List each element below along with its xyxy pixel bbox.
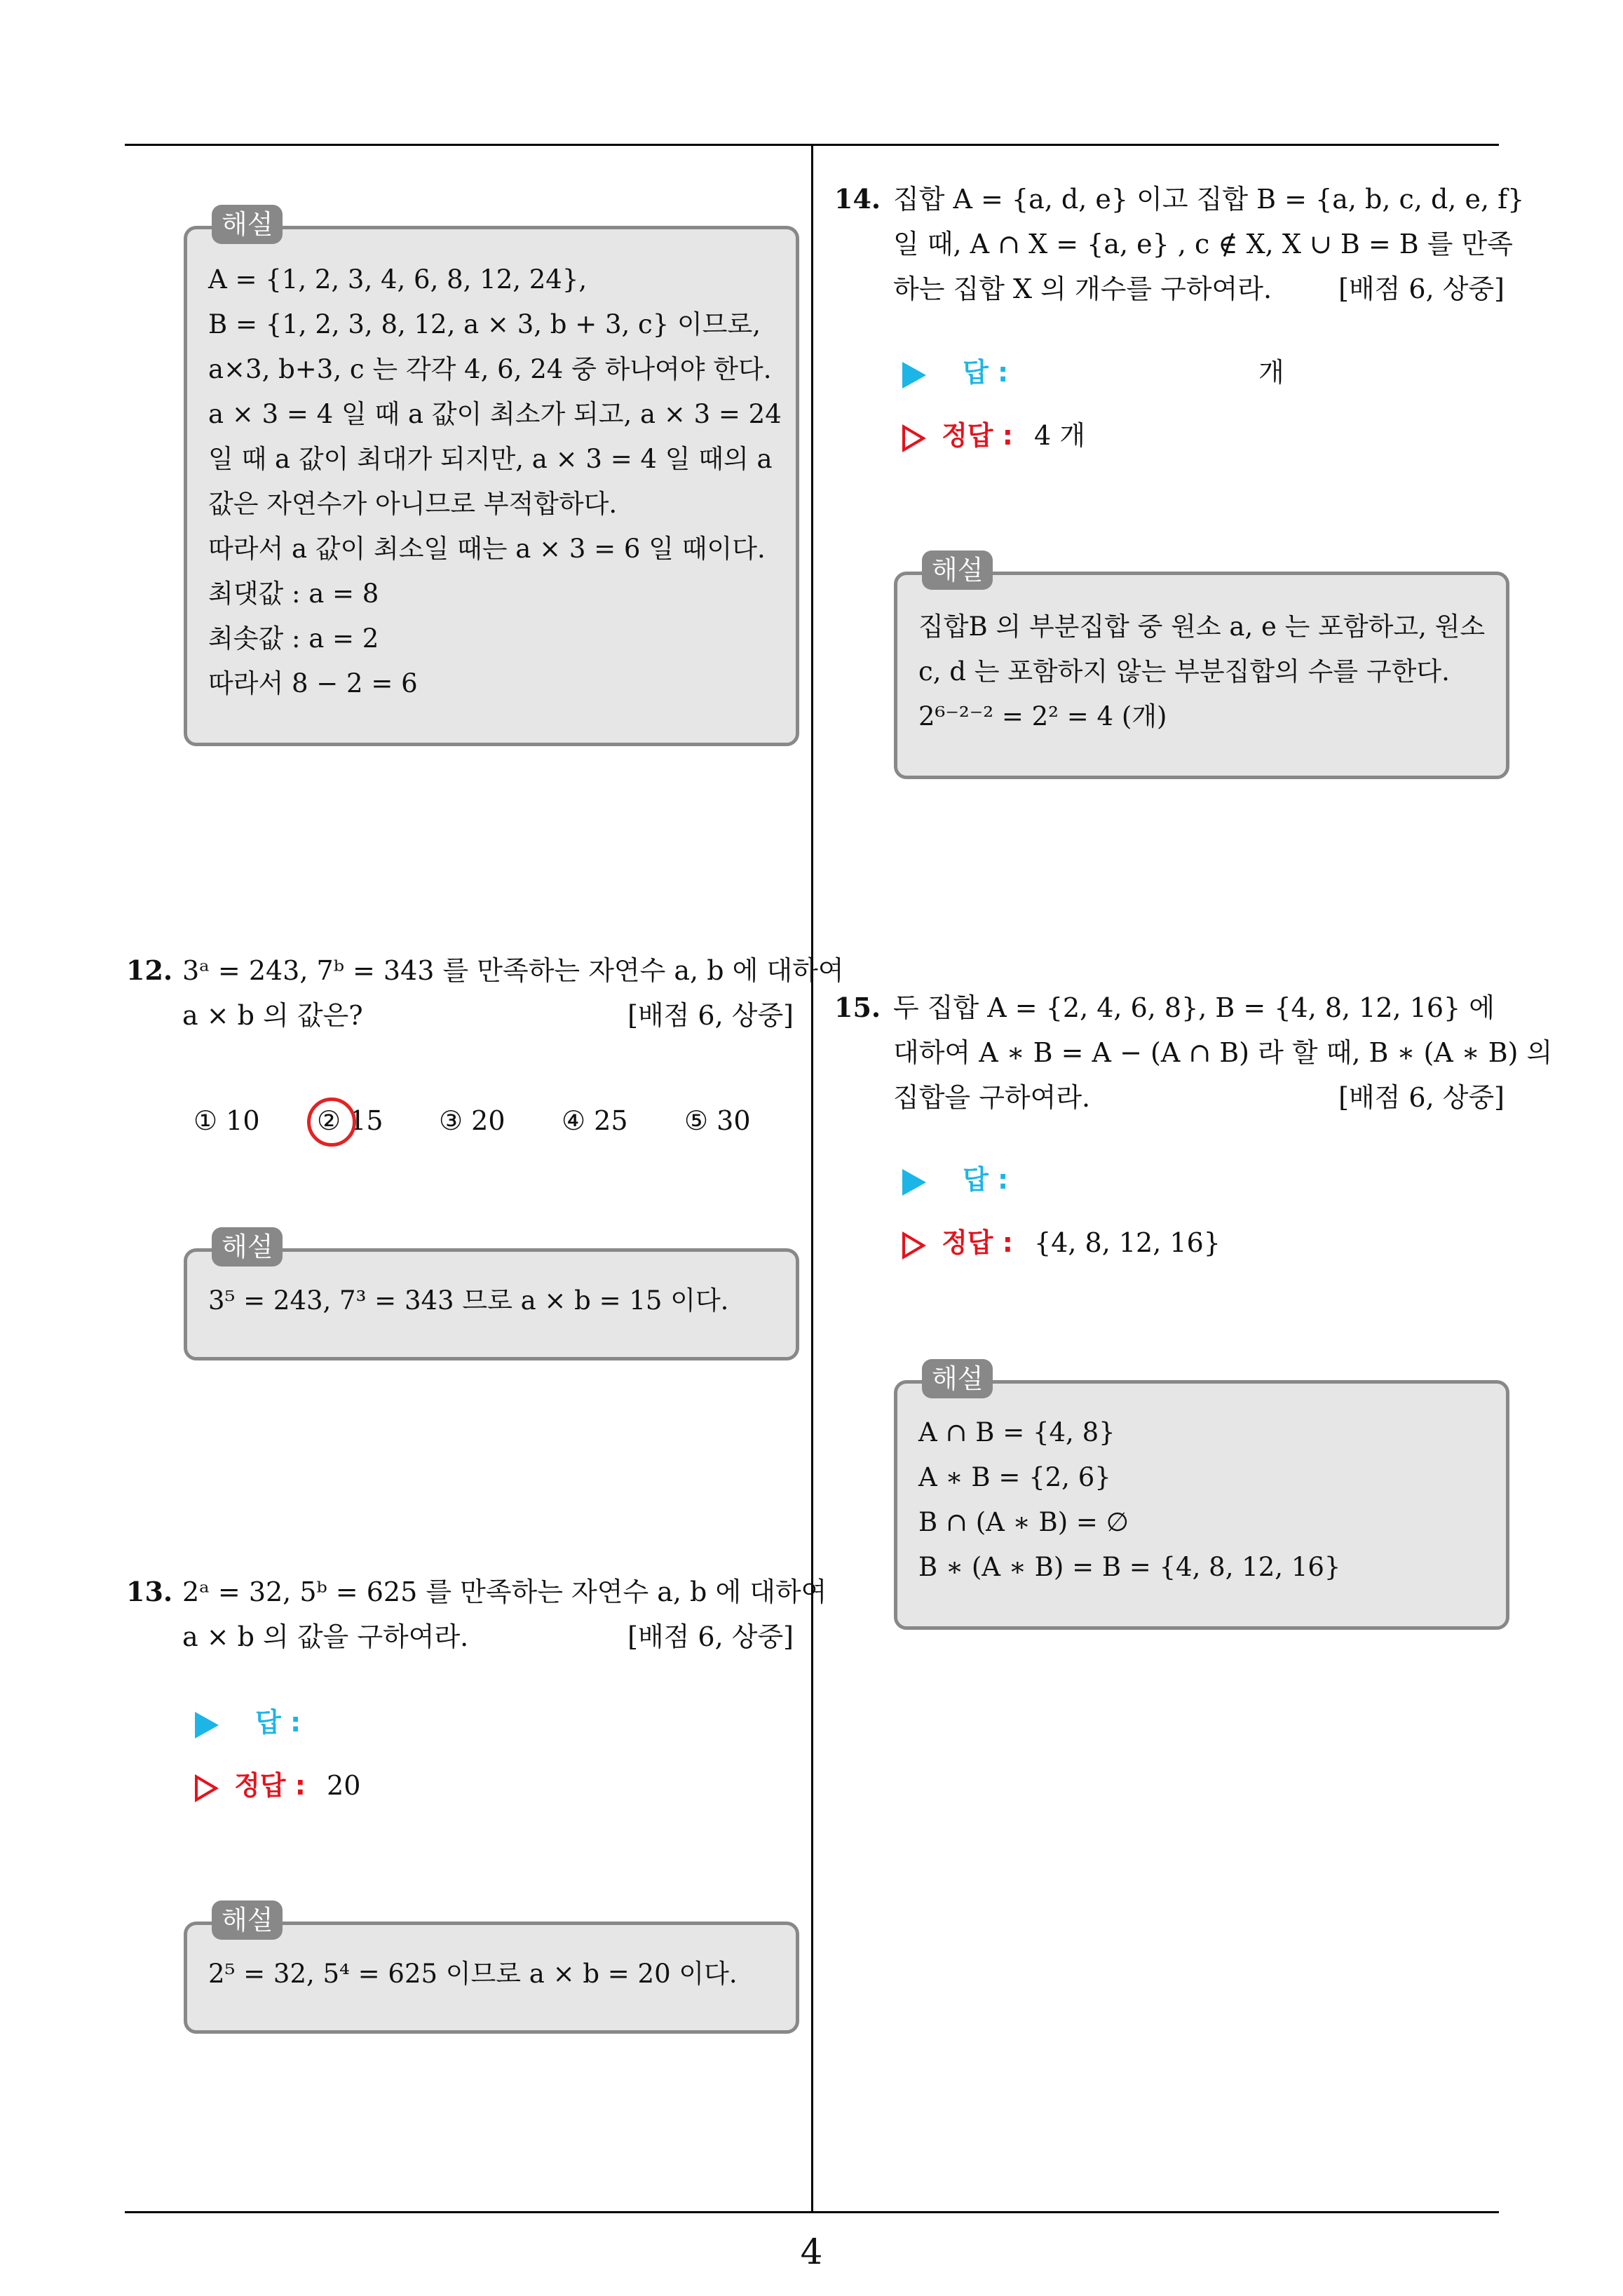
correct-arrow-icon (902, 1231, 926, 1260)
q11-solution-line: 최솟값 : a = 2 (208, 623, 379, 654)
question-text: a × b 의 값은? (182, 1000, 363, 1031)
q14-solution-line: c, d 는 포함하지 않는 부분집합의 수를 구한다. (918, 656, 1450, 687)
correct-label: 정답 : (942, 1227, 1013, 1258)
selected-answer-circle-icon (307, 1098, 356, 1147)
q11-solution-box (184, 226, 799, 746)
q15-solution-line: B ∩ (A ∗ B) = ∅ (918, 1507, 1129, 1537)
question-number: 13. (126, 1576, 173, 1607)
choice-1[interactable]: ① 10 (193, 1105, 260, 1136)
question-number: 12. (126, 954, 173, 986)
correct-value: {4, 8, 12, 16} (1034, 1227, 1221, 1258)
q14-solution-box (894, 572, 1509, 779)
correct-value: 20 (327, 1770, 361, 1801)
q14-solution-tag: 해설 (922, 551, 993, 590)
q15-solution-line: A ∗ B = {2, 6} (918, 1462, 1111, 1492)
answer-arrow-icon (902, 1169, 926, 1196)
q11-solution-line: a × 3 = 4 일 때 a 값이 최소가 되고, a × 3 = 24 (208, 399, 782, 429)
q14-solution-line: 집합B 의 부분집합 중 원소 a, e 는 포함하고, 원소 (918, 612, 1486, 642)
q11-solution-line: A = {1, 2, 3, 4, 6, 8, 12, 24}, (208, 264, 588, 295)
answer-row (902, 1160, 1008, 1199)
question-15 (834, 985, 1553, 1126)
correct-label: 정답 : (942, 420, 1013, 451)
answer-row (195, 1703, 301, 1742)
question-text: 하는 집합 X 의 개수를 구하여라. (893, 274, 1272, 304)
q14-solution-line: 2⁶⁻²⁻² = 2² = 4 (개) (918, 701, 1167, 731)
q15-solution-line: B ∗ (A ∗ B) = B = {4, 8, 12, 16} (918, 1552, 1341, 1582)
q11-solution-line: 따라서 8 − 2 = 6 (208, 668, 418, 698)
correct-answer-row (902, 416, 1085, 455)
q15-solution-box (894, 1380, 1509, 1630)
answer-label: 답 : (963, 357, 1009, 388)
question-13 (126, 1569, 827, 1675)
question-text: 집합 A = {a, d, e} 이고 집합 B = {a, b, c, d, e, f} (893, 184, 1525, 215)
question-text: 대하여 A ∗ B = A − (A ∩ B) 라 할 때, B ∗ (A ∗ B) 의 (893, 1037, 1553, 1068)
points-label: [배점 6, 상중] (1338, 1082, 1505, 1113)
correct-value: 4 개 (1034, 420, 1085, 451)
page-number: 4 (800, 2231, 823, 2272)
answer-label: 답 : (963, 1164, 1009, 1195)
q12-solution-tag: 해설 (212, 1227, 283, 1267)
q12-solution-text: 3⁵ = 243, 7³ = 343 므로 a × b = 15 이다. (208, 1285, 729, 1316)
points-label: [배점 6, 상중] (1338, 274, 1505, 304)
points-label: [배점 6, 상중] (627, 1000, 794, 1031)
column-divider (811, 144, 813, 2213)
correct-arrow-icon (195, 1774, 219, 1802)
q11-solution-line: 최댓값 : a = 8 (208, 579, 379, 609)
question-14 (834, 177, 1525, 317)
answer-arrow-icon (902, 362, 926, 389)
question-text: 일 때, A ∩ X = {a, e} , c ∉ X, X ∪ B = B 를 만족 (893, 229, 1513, 259)
correct-answer-row (902, 1223, 1221, 1262)
answer-label: 답 : (255, 1707, 301, 1738)
correct-answer-row (195, 1766, 360, 1805)
choice-5[interactable]: ⑤ 30 (684, 1105, 751, 1136)
question-number: 14. (834, 183, 881, 215)
bottom-rule (125, 2211, 1499, 2213)
answer-arrow-icon (195, 1712, 219, 1738)
choice-4[interactable]: ④ 25 (562, 1105, 628, 1136)
question-text: 집합을 구하여라. (893, 1082, 1091, 1113)
choice-2[interactable]: ② 15 (317, 1105, 383, 1136)
question-12 (126, 948, 844, 1053)
answer-row (902, 353, 1008, 392)
q15-solution-line: A ∩ B = {4, 8} (918, 1417, 1115, 1447)
q13-solution-text: 2⁵ = 32, 5⁴ = 625 이므로 a × b = 20 이다. (208, 1959, 738, 1989)
correct-arrow-icon (902, 424, 926, 452)
q11-solution-line: a×3, b+3, c 는 각각 4, 6, 24 중 하나여야 한다. (208, 354, 772, 384)
q11-solution-line: 따라서 a 값이 최소일 때는 a × 3 = 6 일 때이다. (208, 534, 766, 564)
choice-3[interactable]: ③ 20 (439, 1105, 505, 1136)
points-label: [배점 6, 상중] (627, 1621, 794, 1652)
q15-solution-tag: 해설 (922, 1359, 993, 1398)
question-text: 2ᵃ = 32, 5ᵇ = 625 를 만족하는 자연수 a, b 에 대하여 (182, 1576, 827, 1607)
q13-solution-tag: 해설 (212, 1900, 283, 1940)
question-text: a × b 의 값을 구하여라. (182, 1621, 469, 1652)
q11-solution-tag: 해설 (212, 205, 283, 244)
question-number: 15. (834, 992, 881, 1023)
q11-solution-line: B = {1, 2, 3, 8, 12, a × 3, b + 3, c} 이므로, (208, 309, 761, 339)
q11-solution-line: 값은 자연수가 아니므로 부적합하다. (208, 489, 618, 519)
answer-unit: 개 (1258, 357, 1284, 388)
question-text: 3ᵃ = 243, 7ᵇ = 343 를 만족하는 자연수 a, b 에 대하여 (182, 955, 844, 986)
correct-label: 정답 : (234, 1770, 306, 1801)
q11-solution-line: 일 때 a 값이 최대가 되지만, a × 3 = 4 일 때의 a (208, 444, 773, 474)
question-text: 두 집합 A = {2, 4, 6, 8}, B = {4, 8, 12, 16} 에 (893, 992, 1495, 1023)
